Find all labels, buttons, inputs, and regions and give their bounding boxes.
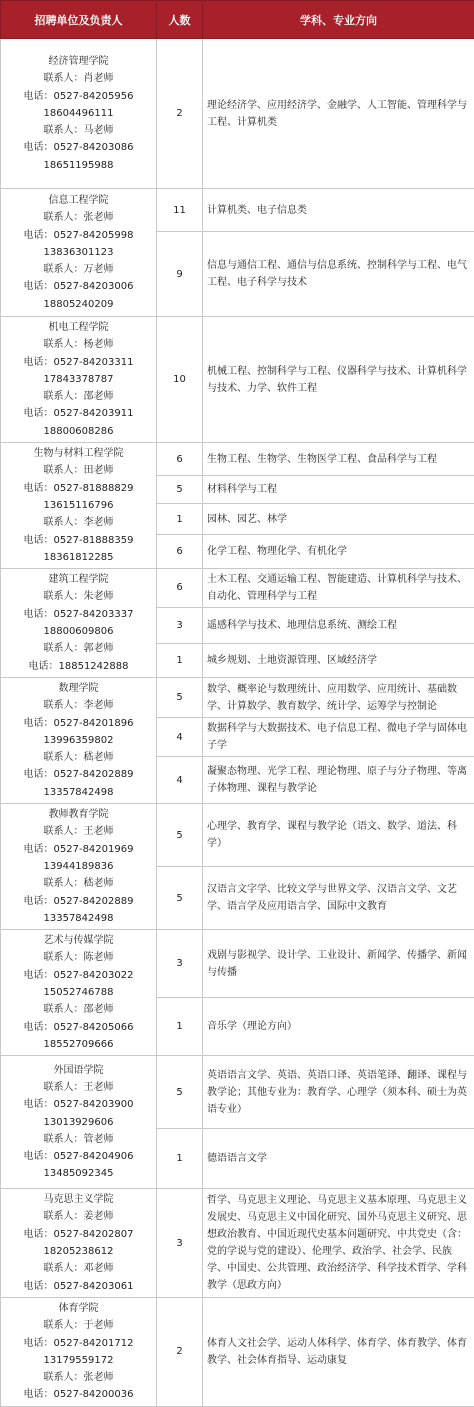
direction-cell: 机械工程、控制科学与工程、仪器科学与技术、计算机科学与技术、力学、软件工程 — [203, 317, 474, 443]
direction-cell: 数学、概率论与数理统计、应用数学、应用统计、基础数学、计算数学、教育数学、统计学、运筹学与控制论 — [203, 677, 474, 717]
unit-contact-line: 电话：0527-84202807 — [3, 1226, 154, 1243]
unit-contact-line: 联系人：李老师 — [3, 514, 154, 531]
direction-cell: 化学工程、物理化学、有机化学 — [203, 534, 474, 569]
unit-contact-line: 电话：0527-84201969 — [3, 841, 154, 858]
unit-cell — [1, 569, 157, 678]
unit-contact-line: 13357842498 — [3, 784, 154, 801]
table-header-row — [1, 1, 474, 39]
unit-contact-line: 联系人：姜老师 — [3, 1208, 154, 1225]
count-cell: 5 — [157, 867, 203, 930]
count-cell: 1 — [157, 998, 203, 1056]
unit-contact-line: 电话：0527-84203900 — [3, 1096, 154, 1113]
unit-contact-line: 联系人：杨老师 — [3, 336, 154, 353]
unit-name: 体育学院 — [3, 1300, 154, 1317]
unit-contact-line: 13357842498 — [3, 910, 154, 927]
direction-cell: 理论经济学、应用经济学、金融学、人工智能、管理科学与工程、计算机类 — [203, 39, 474, 189]
count-cell: 5 — [157, 476, 203, 504]
table-row — [1, 677, 474, 717]
unit-name: 生物与材料工程学院 — [3, 445, 154, 462]
unit-cell — [1, 317, 157, 443]
unit-contact-line: 17843378787 — [3, 371, 154, 388]
count-cell: 4 — [157, 718, 203, 757]
unit-cell — [1, 443, 157, 569]
unit-contact-line: 电话：0527-84205956 — [3, 88, 154, 105]
unit-cell — [1, 39, 157, 189]
unit-contact-line: 联系人：邓老师 — [3, 1260, 154, 1277]
direction-cell: 土木工程、交通运输工程、智能建造、计算机科学与技术、自动化、管理科学与工程 — [203, 569, 474, 607]
unit-contact-line: 13179559172 — [3, 1352, 154, 1369]
unit-contact-line: 电话：0527-84204906 — [3, 1148, 154, 1165]
unit-contact-line: 联系人：陈老师 — [3, 949, 154, 966]
unit-name: 艺术与传媒学院 — [3, 932, 154, 949]
unit-cell — [1, 189, 157, 317]
direction-cell: 生物工程、生物学、生物医学工程、食品科学与工程 — [203, 443, 474, 476]
count-cell: 11 — [157, 189, 203, 232]
unit-contact-line: 联系人：嵇老师 — [3, 749, 154, 766]
table-row — [1, 804, 474, 867]
count-cell: 2 — [157, 39, 203, 189]
unit-contact-line: 18651195988 — [3, 157, 154, 174]
unit-contact-line: 电话：0527-84203006 — [3, 278, 154, 295]
unit-contact-line: 联系人：朱老师 — [3, 588, 154, 605]
unit-contact-line: 联系人：邵老师 — [3, 388, 154, 405]
table-row — [1, 39, 474, 189]
direction-cell: 汉语言文字学、比较文学与世界文学、汉语言文学、文艺学、语言学及应用语言学、国际中文教育 — [203, 867, 474, 930]
count-cell: 3 — [157, 1189, 203, 1298]
direction-cell: 遥感科学与技术、地理信息系统、测绘工程 — [203, 607, 474, 643]
unit-name: 机电工程学院 — [3, 319, 154, 336]
direction-cell: 体育人文社会学、运动人体科学、体育学、体育教学、体育教学、社会体育指导、运动康复 — [203, 1297, 474, 1406]
count-cell: 1 — [157, 504, 203, 534]
count-cell: 1 — [157, 1129, 203, 1189]
count-cell: 6 — [157, 534, 203, 569]
unit-contact-line: 联系人：王老师 — [3, 1079, 154, 1096]
direction-cell: 戏剧与影视学、设计学、工业设计、新闻学、传播学、新闻与传播 — [203, 930, 474, 998]
unit-contact-line: 电话：0527-81888359 — [3, 532, 154, 549]
unit-contact-line: 联系人：王老师 — [3, 823, 154, 840]
unit-cell — [1, 677, 157, 803]
unit-contact-line: 联系人：郭老师 — [3, 640, 154, 657]
unit-contact-line: 联系人：管老师 — [3, 1131, 154, 1148]
table-row — [1, 443, 474, 476]
unit-contact-line: 联系人：邵老师 — [3, 1001, 154, 1018]
unit-contact-line: 电话：0527-84201896 — [3, 715, 154, 732]
unit-contact-line: 18552709666 — [3, 1036, 154, 1053]
unit-name: 马克思主义学院 — [3, 1191, 154, 1208]
unit-cell — [1, 1056, 157, 1189]
unit-contact-line: 联系人：李老师 — [3, 697, 154, 714]
unit-contact-line: 13615116796 — [3, 497, 154, 514]
unit-contact-line: 电话：0527-84202889 — [3, 766, 154, 783]
direction-cell: 凝聚态物理、光学工程、理论物理、原子与分子物理、等离子体物理、课程与教学论 — [203, 757, 474, 804]
direction-cell: 音乐学（理论方向） — [203, 998, 474, 1056]
direction-cell: 英语语言文学、英语、英语口译、英语笔译、翻译、课程与教学论；其他专业为：教育学、心理学（须本科、硕士为英语专业） — [203, 1056, 474, 1129]
unit-contact-line: 电话：0527-84200036 — [3, 1386, 154, 1403]
unit-contact-line: 15052746788 — [3, 984, 154, 1001]
unit-contact-line: 联系人：马老师 — [3, 122, 154, 139]
header-unit: 招聘单位及负责人 — [1, 1, 157, 39]
unit-cell — [1, 804, 157, 930]
direction-cell: 心理学、教育学、课程与教学论（语文、数学、道法、科学） — [203, 804, 474, 867]
unit-name: 信息工程学院 — [3, 192, 154, 209]
table-row — [1, 1297, 474, 1406]
unit-name: 外国语学院 — [3, 1062, 154, 1079]
unit-contact-line: 电话：0527-84201712 — [3, 1335, 154, 1352]
header-count: 人数 — [157, 1, 203, 39]
unit-name: 经济管理学院 — [3, 53, 154, 70]
direction-cell: 信息与通信工程、通信与信息系统、控制科学与工程、电气工程、电子科学与技术 — [203, 232, 474, 317]
unit-contact-line: 18604496111 — [3, 105, 154, 122]
count-cell: 5 — [157, 1056, 203, 1129]
unit-contact-line: 18800609806 — [3, 623, 154, 640]
direction-cell: 计算机类、电子信息类 — [203, 189, 474, 232]
unit-contact-line: 电话：18851242888 — [3, 658, 154, 675]
table-body — [1, 39, 474, 1407]
unit-contact-line: 联系人：万老师 — [3, 261, 154, 278]
unit-name: 建筑工程学院 — [3, 571, 154, 588]
unit-contact-line: 13996359802 — [3, 732, 154, 749]
unit-contact-line: 联系人：嵇老师 — [3, 875, 154, 892]
unit-contact-line: 电话：0527-84203061 — [3, 1278, 154, 1295]
unit-contact-line: 18805240209 — [3, 296, 154, 313]
unit-contact-line: 18361812285 — [3, 549, 154, 566]
table-row — [1, 317, 474, 443]
count-cell: 6 — [157, 569, 203, 607]
count-cell: 4 — [157, 757, 203, 804]
table-row — [1, 569, 474, 607]
table-row — [1, 930, 474, 998]
unit-contact-line: 电话：0527-84203337 — [3, 606, 154, 623]
table-row — [1, 189, 474, 232]
unit-contact-line: 13013929606 — [3, 1114, 154, 1131]
unit-contact-line: 电话：0527-84203022 — [3, 967, 154, 984]
count-cell: 3 — [157, 930, 203, 998]
table-row — [1, 1189, 474, 1298]
unit-contact-line: 18800608286 — [3, 423, 154, 440]
unit-contact-line: 电话：0527-81888829 — [3, 480, 154, 497]
count-cell: 9 — [157, 232, 203, 317]
unit-cell — [1, 930, 157, 1056]
direction-cell: 哲学、马克思主义理论、马克思主义基本原理、马克思主义发展史、马克思主义中国化研究、国外马克思主义研究、思想政治教育、中国近现代史基本问题研究、中共党史（含：党的学说与党的建设）、伦理学、政治学、社会学、民族学、中国史、公共管理、政治经济学、科学技术哲学、学科教学（思政方向） — [203, 1189, 474, 1298]
unit-contact-line: 联系人：于老师 — [3, 1317, 154, 1334]
unit-contact-line: 联系人：田老师 — [3, 462, 154, 479]
unit-contact-line: 电话：0527-84205998 — [3, 227, 154, 244]
unit-contact-line: 电话：0527-84203911 — [3, 405, 154, 422]
count-cell: 2 — [157, 1297, 203, 1406]
unit-contact-line: 联系人：张老师 — [3, 1369, 154, 1386]
unit-contact-line: 电话：0527-84203086 — [3, 139, 154, 156]
unit-contact-line: 联系人：张老师 — [3, 209, 154, 226]
direction-cell: 数据科学与大数据技术、电子信息工程、微电子学与固体电子学 — [203, 718, 474, 757]
count-cell: 1 — [157, 643, 203, 677]
header-direction: 学科、专业方向 — [203, 1, 474, 39]
unit-contact-line: 13944189836 — [3, 858, 154, 875]
count-cell: 10 — [157, 317, 203, 443]
unit-contact-line: 电话：0527-84205066 — [3, 1019, 154, 1036]
unit-cell — [1, 1189, 157, 1298]
unit-cell — [1, 1297, 157, 1406]
count-cell: 6 — [157, 443, 203, 476]
table-row — [1, 1056, 474, 1129]
unit-name: 数理学院 — [3, 680, 154, 697]
unit-contact-line: 联系人：肖老师 — [3, 70, 154, 87]
unit-contact-line: 电话：0527-84202889 — [3, 893, 154, 910]
count-cell: 5 — [157, 677, 203, 717]
unit-contact-line: 13836301123 — [3, 244, 154, 261]
unit-contact-line: 电话：0527-84203311 — [3, 354, 154, 371]
unit-name: 教师教育学院 — [3, 806, 154, 823]
count-cell: 5 — [157, 804, 203, 867]
direction-cell: 城乡规划、土地资源管理、区域经济学 — [203, 643, 474, 677]
direction-cell: 德语语言文学 — [203, 1129, 474, 1189]
direction-cell: 园林、园艺、林学 — [203, 504, 474, 534]
unit-contact-line: 18205238612 — [3, 1243, 154, 1260]
unit-contact-line: 13485092345 — [3, 1165, 154, 1182]
count-cell: 3 — [157, 607, 203, 643]
direction-cell: 材料科学与工程 — [203, 476, 474, 504]
